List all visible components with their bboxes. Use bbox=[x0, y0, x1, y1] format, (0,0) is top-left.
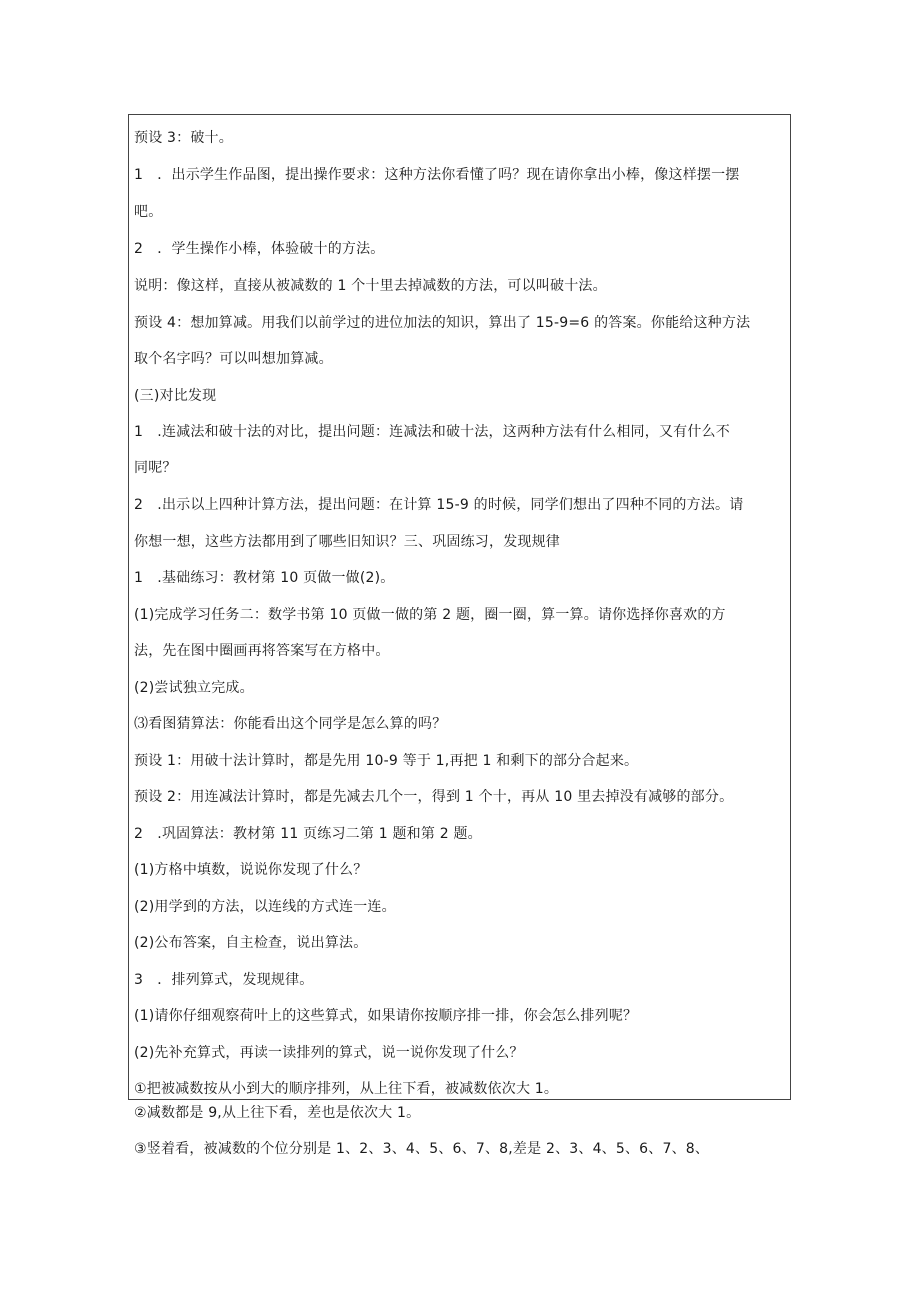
text-line: (2)尝试独立完成。 bbox=[134, 680, 254, 696]
text-line: 同呢？ bbox=[134, 460, 177, 476]
text-line: 1 .连减法和破十法的对比，提出问题：连减法和破十法，这两种方法有什么相同，又有什么不 bbox=[134, 424, 730, 440]
text-line: (2)先补充算式，再读一读排列的算式，说一说你发现了什么？ bbox=[134, 1045, 524, 1061]
text-line: 说明：像这样，直接从被减数的 1 个十里去掉减数的方法，可以叫破十法。 bbox=[134, 278, 607, 294]
text-line: 3 ．排列算式，发现规律。 bbox=[134, 972, 314, 988]
text-line: ②减数都是 9,从上往下看，差也是依次大 1。 bbox=[134, 1105, 421, 1121]
text-line: 预设 2：用连减法计算时，都是先减去几个一，得到 1 个十，再从 10 里去掉没有减够的部分。 bbox=[134, 789, 734, 805]
text-line: (1)完成学习任务二：数学书第 10 页做一做的第 2 题，圈一圈，算一算。请你选择你喜欢的方 bbox=[134, 607, 726, 623]
text-line: 1 .基础练习：教材第 10 页做一做(2)。 bbox=[134, 570, 395, 586]
text-line: 2 .巩固算法：教材第 11 页练习二第 1 题和第 2 题。 bbox=[134, 826, 482, 842]
text-line: (2)公布答案，自主检查，说出算法。 bbox=[134, 935, 368, 951]
text-line: 吧。 bbox=[134, 204, 163, 220]
text-line: 预设 4：想加算减。用我们以前学过的进位加法的知识，算出了 15-9=6 的答案。你能给这种方法 bbox=[134, 315, 751, 331]
text-line: 预设 1：用破十法计算时，都是先用 10-9 等于 1,再把 1 和剩下的部分合起来。 bbox=[134, 753, 639, 769]
text-line: (2)用学到的方法，以连线的方式连一连。 bbox=[134, 899, 396, 915]
text-line: (1)方格中填数，说说你发现了什么？ bbox=[134, 862, 368, 878]
text-line: ①把被减数按从小到大的顺序排列，从上往下看，被减数依次大 1。 bbox=[134, 1081, 559, 1097]
section-heading: (三)对比发现 bbox=[134, 388, 217, 404]
text-line: 2 .出示以上四种计算方法，提出问题：在计算 15-9 的时候，同学们想出了四种不同的方法。请 bbox=[134, 497, 744, 513]
text-line: 2 ．学生操作小棒，体验破十的方法。 bbox=[134, 241, 385, 257]
text-line: 法，先在图中圈画再将答案写在方格中。 bbox=[134, 643, 390, 659]
text-line: (1)请你仔细观察荷叶上的这些算式，如果请你按顺序排一排，你会怎么排列呢？ bbox=[134, 1008, 638, 1024]
text-line: 你想一想，这些方法都用到了哪些旧知识？三、巩固练习，发现规律 bbox=[134, 534, 560, 550]
text-line: ③竖着看，被减数的个位分别是 1、2、3、4、5、6、7、8,差是 2、3、4、5、6、7、8、 bbox=[134, 1141, 710, 1157]
text-line: 取个名字吗？可以叫想加算减。 bbox=[134, 351, 333, 367]
text-line: 预设 3：破十。 bbox=[134, 130, 233, 146]
text-line: ⑶看图猜算法：你能看出这个同学是怎么算的吗？ bbox=[134, 716, 447, 732]
text-line: 1 ．出示学生作品图，提出操作要求：这种方法你看懂了吗？现在请你拿出小棒，像这样摆一摆 bbox=[134, 167, 740, 183]
